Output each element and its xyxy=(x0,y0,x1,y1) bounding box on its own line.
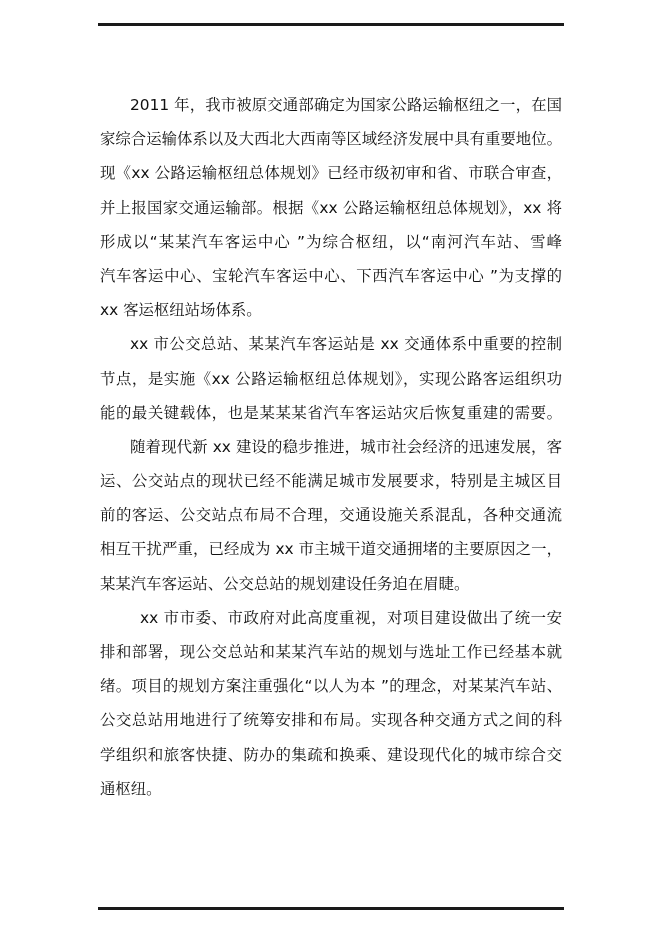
text-line: 运、公交站点的现状已经不能满足城市发展要求，特别是主城区目 xyxy=(100,472,562,491)
text-line: 公交总站用地进行了统筹安排和布局。实现各种交通方式之间的科 xyxy=(100,711,562,730)
text-line: 能的最关键载体，也是某某某省汽车客运站灾后恢复重建的需要。 xyxy=(100,403,562,422)
footer-rule xyxy=(98,907,564,910)
text-line: 排和部署，现公交总站和某某汽车站的规划与选址工作已经基本就 xyxy=(100,643,562,661)
text-line: 汽车客运中心、宝轮汽车客运中心、下西汽车客运中心 ”为支撑的 xyxy=(100,266,562,285)
paragraph-3 xyxy=(100,430,562,601)
text-line: 节点，是实施《xx 公路运输枢纽总体规划》，实现公路客运组织功 xyxy=(100,369,562,388)
text-line: xx 市市委、市政府对此高度重视，对项目建设做出了统一安 xyxy=(140,608,562,627)
text-line: 绪。项目的规划方案注重强化“以人为本 ”的理念，对某某汽车站、 xyxy=(100,677,562,696)
text-line: 某某汽车客运站、公交总站的规划建设任务迫在眉睫。 xyxy=(100,574,470,593)
text-line: xx 市公交总站、某某汽车客运站是 xx 交通体系中重要的控制 xyxy=(130,335,562,354)
text-line: 家综合运输体系以及大西北大西南等区域经济发展中具有重要地位。 xyxy=(100,130,562,149)
header-rule xyxy=(98,23,564,26)
text-line: 通枢纽。 xyxy=(100,779,162,798)
paragraph-1 xyxy=(100,88,562,327)
text-line: 学组织和旅客快捷、防办的集疏和换乘、建设现代化的城市综合交 xyxy=(100,745,562,764)
paragraph-4 xyxy=(100,601,562,806)
document-body xyxy=(100,88,562,806)
text-line: 2011 年，我市被原交通部确定为国家公路运输枢纽之一，在国 xyxy=(130,96,562,114)
text-line: 随着现代新 xx 建设的稳步推进，城市社会经济的迅速发展，客 xyxy=(130,437,562,456)
text-line: 并上报国家交通运输部。根据《xx 公路运输枢纽总体规划》，xx 将 xyxy=(100,198,562,217)
text-line: 前的客运、公交站点布局不合理，交通设施关系混乱，各种交通流 xyxy=(100,506,562,525)
text-line: 形成以“某某汽车客运中心 ”为综合枢纽，以“南河汽车站、雪峰 xyxy=(100,232,562,251)
text-line: xx 客运枢纽站场体系。 xyxy=(100,301,262,320)
paragraph-2 xyxy=(100,327,562,430)
text-line: 现《xx 公路运输枢纽总体规划》已经市级初审和省、市联合审查， xyxy=(100,164,562,183)
text-line: 相互干扰严重，已经成为 xx 市主城干道交通拥堵的主要原因之一， xyxy=(100,540,562,559)
